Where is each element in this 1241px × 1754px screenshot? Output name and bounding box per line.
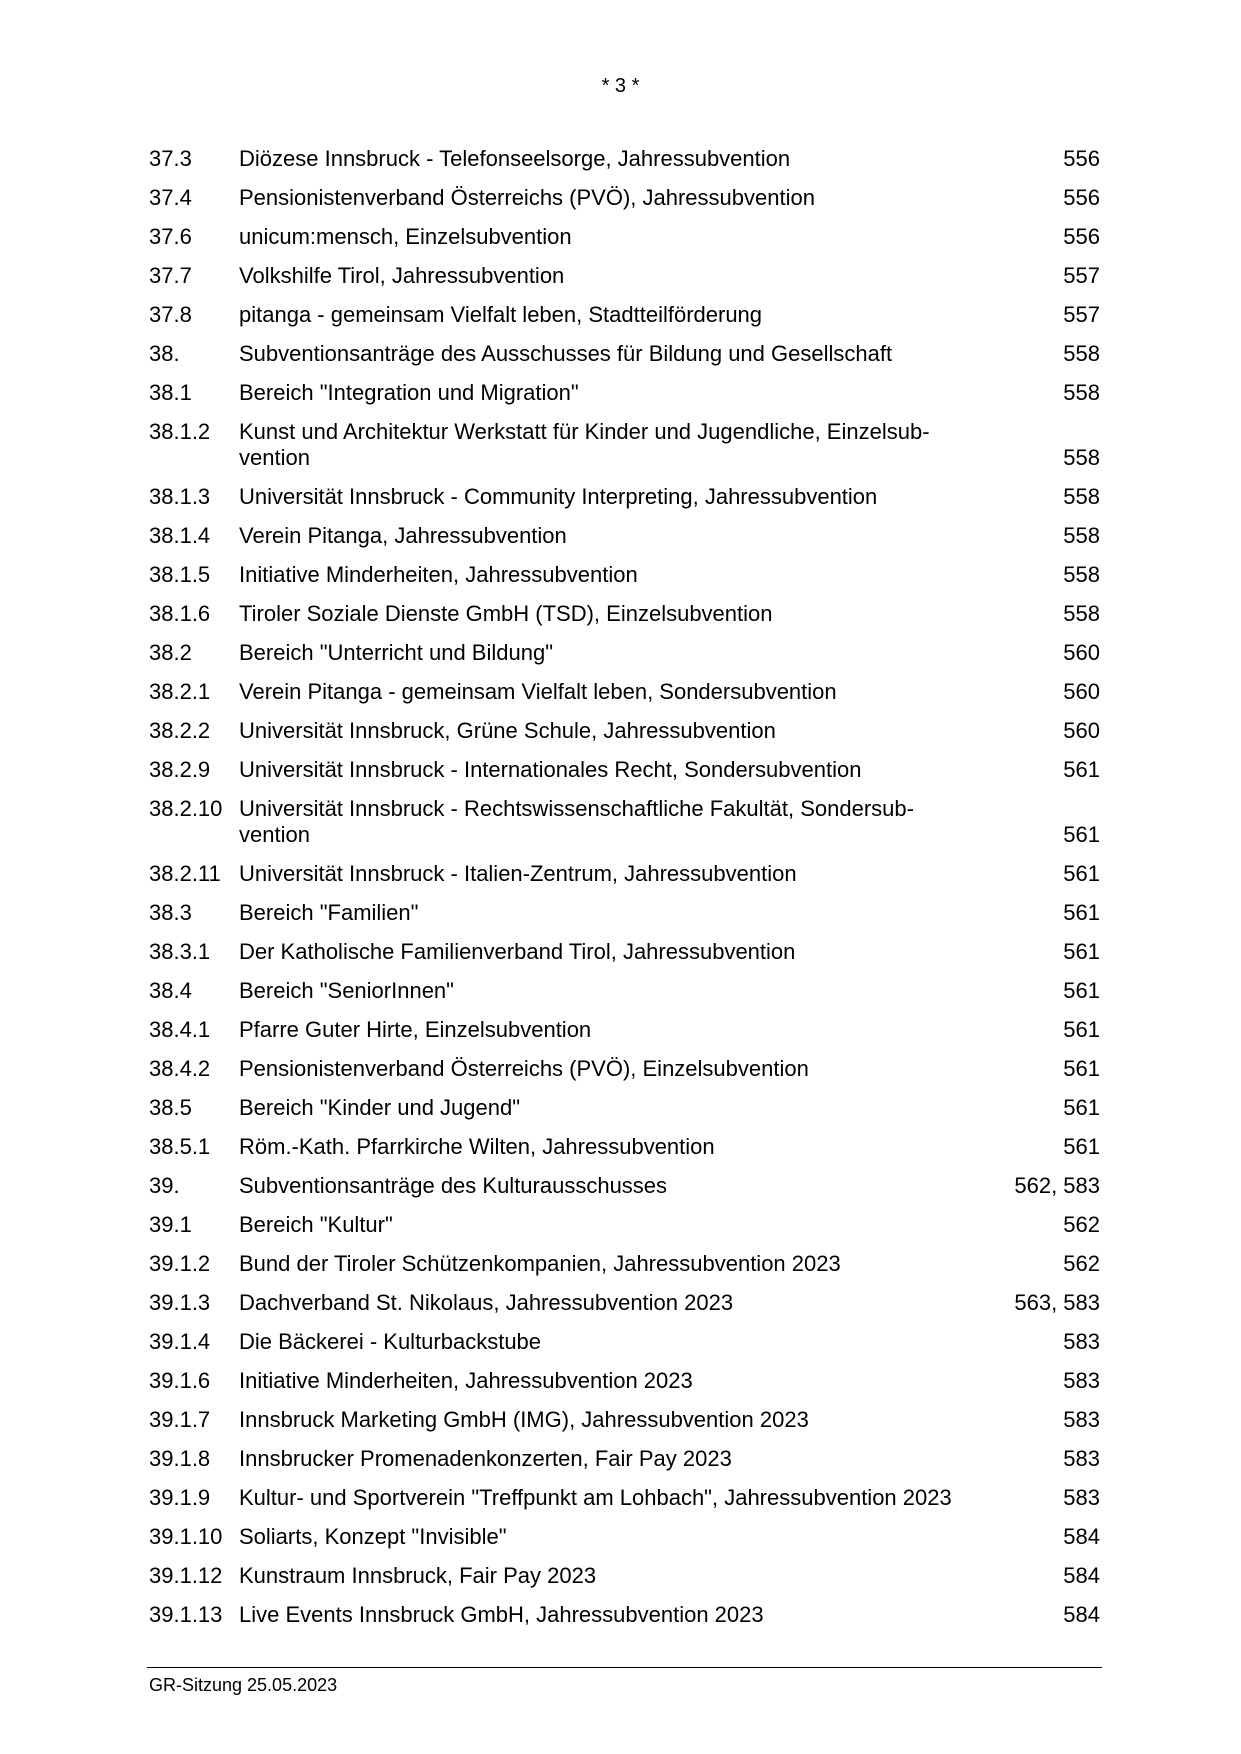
toc-entry-number: 39.1.4: [149, 1329, 211, 1354]
toc-entry: [149, 1407, 1100, 1433]
toc-entry-number: 38.4: [149, 978, 192, 1003]
toc-entry-number: 38.1.3: [149, 484, 211, 509]
toc-entry-page: 557: [1063, 263, 1100, 288]
toc-entry-number: 38.2.10: [149, 796, 223, 821]
toc-entry-title: Bereich "Integration und Migration": [239, 380, 579, 405]
toc-entry-title: Kunst und Architektur Werkstatt für Kinder und Jugendliche, Einzelsub- vention: [239, 419, 930, 470]
toc-entry-page: 561: [1063, 1134, 1100, 1159]
toc-entry-number: 37.4: [149, 185, 192, 210]
toc-entry-page: 562: [1063, 1251, 1100, 1276]
toc-entry-page: 558: [1063, 562, 1100, 587]
toc-entry: [149, 302, 1100, 328]
toc-entry-number: 37.7: [149, 263, 192, 288]
toc-entry-title: Bereich "Kinder und Jugend": [239, 1095, 521, 1120]
toc-entry-page: 583: [1063, 1329, 1100, 1354]
toc-entry: [149, 939, 1100, 965]
toc-entry: [149, 484, 1100, 510]
toc-entry: [149, 224, 1100, 250]
toc-entry-title: Dachverband St. Nikolaus, Jahressubvention 2023: [239, 1290, 734, 1315]
toc-entry-number: 39.1.12: [149, 1563, 223, 1588]
toc-entry: [149, 1290, 1100, 1316]
toc-entry-number: 38.5: [149, 1095, 192, 1120]
toc-entry-page: 584: [1063, 1524, 1100, 1549]
toc-entry: [149, 1173, 1100, 1199]
toc-entry-page: 583: [1063, 1485, 1100, 1510]
toc-entry: [149, 1485, 1100, 1511]
toc-entry-number: 39.1.2: [149, 1251, 211, 1276]
footer-divider: [147, 1667, 1102, 1668]
toc-entry-number: 39.1.7: [149, 1407, 211, 1432]
toc-entry: [149, 1212, 1100, 1238]
toc-entry-title: unicum:mensch, Einzelsubvention: [239, 224, 572, 249]
toc-entry-number: 38.4.1: [149, 1017, 211, 1042]
toc-entry-page: 556: [1063, 224, 1100, 249]
toc-entry-number: 38.2.9: [149, 757, 211, 782]
toc-entry: [149, 185, 1100, 211]
toc-entry-page: 583: [1063, 1446, 1100, 1471]
toc-entry-number: 38.: [149, 341, 180, 366]
toc-entry-title: Innsbruck Marketing GmbH (IMG), Jahressubvention 2023: [239, 1407, 809, 1432]
toc-entry-title: Pensionistenverband Österreichs (PVÖ), Einzelsubvention: [239, 1056, 809, 1081]
page-number: * 3 *: [601, 75, 640, 97]
toc-entry-page: 560: [1063, 718, 1100, 743]
toc-entry: [149, 861, 1100, 887]
toc-entry-title: Bereich "Familien": [239, 900, 419, 925]
toc-entry-number: 38.1.4: [149, 523, 211, 548]
toc-entry-title: Universität Innsbruck - Community Interpreting, Jahressubvention: [239, 484, 878, 509]
toc-entry-page: 556: [1063, 146, 1100, 171]
toc-entry: [149, 978, 1100, 1004]
toc-entry: [149, 640, 1100, 666]
toc-entry-page: 562: [1063, 1212, 1100, 1237]
toc-entry: [149, 796, 1100, 848]
toc-entry: [149, 757, 1100, 783]
toc-entry-title: Universität Innsbruck - Internationales Recht, Sondersubvention: [239, 757, 862, 782]
toc-entry-title: Universität Innsbruck - Rechtswissenschaftliche Fakultät, Sondersub- vention: [239, 796, 914, 847]
toc-entry-number: 38.1.5: [149, 562, 211, 587]
toc-entry-title: Bereich "Unterricht und Bildung": [239, 640, 554, 665]
toc-entry: [149, 263, 1100, 289]
toc-entry-title: Pensionistenverband Österreichs (PVÖ), Jahressubvention: [239, 185, 815, 210]
toc-entry-page: 562, 583: [1014, 1173, 1100, 1198]
toc-entry: [149, 1563, 1100, 1589]
toc-entry-page: 558: [1063, 523, 1100, 548]
toc-entry-page: 583: [1063, 1368, 1100, 1393]
toc-entry-title: Bereich "SeniorInnen": [239, 978, 454, 1003]
toc-entry-title: Volkshilfe Tirol, Jahressubvention: [239, 263, 565, 288]
toc-entry-title: Pfarre Guter Hirte, Einzelsubvention: [239, 1017, 592, 1042]
toc-entry-title: Der Katholische Familienverband Tirol, Jahressubvention: [239, 939, 796, 964]
table-of-contents: [149, 146, 1100, 1641]
toc-entry-page: 560: [1063, 640, 1100, 665]
toc-entry-number: 38.2.2: [149, 718, 211, 743]
toc-entry-number: 38.1.2: [149, 419, 211, 444]
toc-entry-page: 561: [1063, 900, 1100, 925]
toc-entry-page: 557: [1063, 302, 1100, 327]
toc-entry-title: Innsbrucker Promenadenkonzerten, Fair Pay 2023: [239, 1446, 732, 1471]
toc-entry: [149, 718, 1100, 744]
toc-entry: [149, 601, 1100, 627]
toc-entry-number: 38.4.2: [149, 1056, 211, 1081]
toc-entry-title: Röm.-Kath. Pfarrkirche Wilten, Jahressubvention: [239, 1134, 715, 1159]
toc-entry-page: 563, 583: [1014, 1290, 1100, 1315]
toc-entry-page: 558: [1063, 380, 1100, 405]
toc-entry-page: 584: [1063, 1602, 1100, 1627]
toc-entry-title: Bund der Tiroler Schützenkompanien, Jahressubvention 2023: [239, 1251, 841, 1276]
toc-entry-page: 561: [1063, 1017, 1100, 1042]
toc-entry-page: 556: [1063, 185, 1100, 210]
toc-entry-page: 558: [1063, 341, 1100, 366]
toc-entry: [149, 679, 1100, 705]
toc-entry-page: 560: [1063, 679, 1100, 704]
toc-entry-title: Kunstraum Innsbruck, Fair Pay 2023: [239, 1563, 597, 1588]
toc-entry-page: 558: [1063, 484, 1100, 509]
toc-entry-number: 39.: [149, 1173, 180, 1198]
toc-entry-number: 38.3.1: [149, 939, 211, 964]
toc-entry: [149, 1056, 1100, 1082]
toc-entry-number: 37.6: [149, 224, 192, 249]
footer-text: GR-Sitzung 25.05.2023: [149, 1675, 338, 1695]
toc-entry-title: Verein Pitanga - gemeinsam Vielfalt leben, Sondersubvention: [239, 679, 837, 704]
toc-entry-number: 39.1.6: [149, 1368, 211, 1393]
toc-entry: [149, 1446, 1100, 1472]
toc-entry: [149, 419, 1100, 471]
toc-entry-number: 38.2.1: [149, 679, 211, 704]
toc-entry-title: Initiative Minderheiten, Jahressubvention 2023: [239, 1368, 693, 1393]
toc-entry: [149, 1017, 1100, 1043]
toc-entry-title: Kultur- und Sportverein "Treffpunkt am Lohbach", Jahressubvention 2023: [239, 1485, 952, 1510]
toc-entry: [149, 1095, 1100, 1121]
toc-entry-page: 561: [1063, 1056, 1100, 1081]
toc-entry-page: 561: [1063, 822, 1100, 847]
toc-entry-title: Universität Innsbruck - Italien-Zentrum, Jahressubvention: [239, 861, 797, 886]
toc-entry: [149, 1602, 1100, 1628]
toc-entry-number: 38.3: [149, 900, 192, 925]
toc-entry-page: 584: [1063, 1563, 1100, 1588]
toc-entry-number: 37.3: [149, 146, 192, 171]
toc-entry-title: Initiative Minderheiten, Jahressubvention: [239, 562, 638, 587]
toc-entry: [149, 341, 1100, 367]
toc-entry-title: Die Bäckerei - Kulturbackstube: [239, 1329, 542, 1354]
toc-entry-title: Diözese Innsbruck - Telefonseelsorge, Jahressubvention: [239, 146, 791, 171]
toc-entry-page: 561: [1063, 939, 1100, 964]
toc-entry-number: 38.1: [149, 380, 192, 405]
toc-entry-title: Live Events Innsbruck GmbH, Jahressubvention 2023: [239, 1602, 764, 1627]
toc-entry: [149, 380, 1100, 406]
toc-entry-title: Soliarts, Konzept "Invisible": [239, 1524, 507, 1549]
toc-entry: [149, 146, 1100, 172]
toc-entry-title: Subventionsanträge des Kulturausschusses: [239, 1173, 668, 1198]
toc-entry-title: Subventionsanträge des Ausschusses für Bildung und Gesellschaft: [239, 341, 893, 366]
toc-entry-page: 561: [1063, 978, 1100, 1003]
toc-entry-number: 39.1: [149, 1212, 192, 1237]
toc-entry-number: 39.1.13: [149, 1602, 223, 1627]
toc-entry: [149, 1524, 1100, 1550]
toc-entry-number: 39.1.10: [149, 1524, 223, 1549]
toc-entry-page: 558: [1063, 445, 1100, 470]
toc-entry-page: 583: [1063, 1407, 1100, 1432]
toc-entry-page: 558: [1063, 601, 1100, 626]
toc-entry-page: 561: [1063, 757, 1100, 782]
toc-entry-title: Tiroler Soziale Dienste GmbH (TSD), Einzelsubvention: [239, 601, 773, 626]
toc-entry: [149, 1134, 1100, 1160]
toc-entry-number: 38.2.11: [149, 861, 221, 886]
toc-entry-title: pitanga - gemeinsam Vielfalt leben, Stadtteilförderung: [239, 302, 763, 327]
toc-entry-number: 39.1.8: [149, 1446, 211, 1471]
toc-entry: [149, 523, 1100, 549]
toc-entry: [149, 562, 1100, 588]
toc-entry-number: 37.8: [149, 302, 192, 327]
toc-entry-title: Universität Innsbruck, Grüne Schule, Jahressubvention: [239, 718, 776, 743]
toc-entry: [149, 1368, 1100, 1394]
toc-entry: [149, 1329, 1100, 1355]
toc-entry-number: 39.1.3: [149, 1290, 211, 1315]
toc-entry-title: Verein Pitanga, Jahressubvention: [239, 523, 567, 548]
toc-entry-number: 38.1.6: [149, 601, 211, 626]
toc-entry-page: 561: [1063, 861, 1100, 886]
toc-entry-title: Bereich "Kultur": [239, 1212, 393, 1237]
toc-entry-number: 38.2: [149, 640, 192, 665]
toc-entry-number: 38.5.1: [149, 1134, 211, 1159]
toc-entry-number: 39.1.9: [149, 1485, 211, 1510]
toc-entry: [149, 1251, 1100, 1277]
toc-entry-page: 561: [1063, 1095, 1100, 1120]
toc-entry: [149, 900, 1100, 926]
